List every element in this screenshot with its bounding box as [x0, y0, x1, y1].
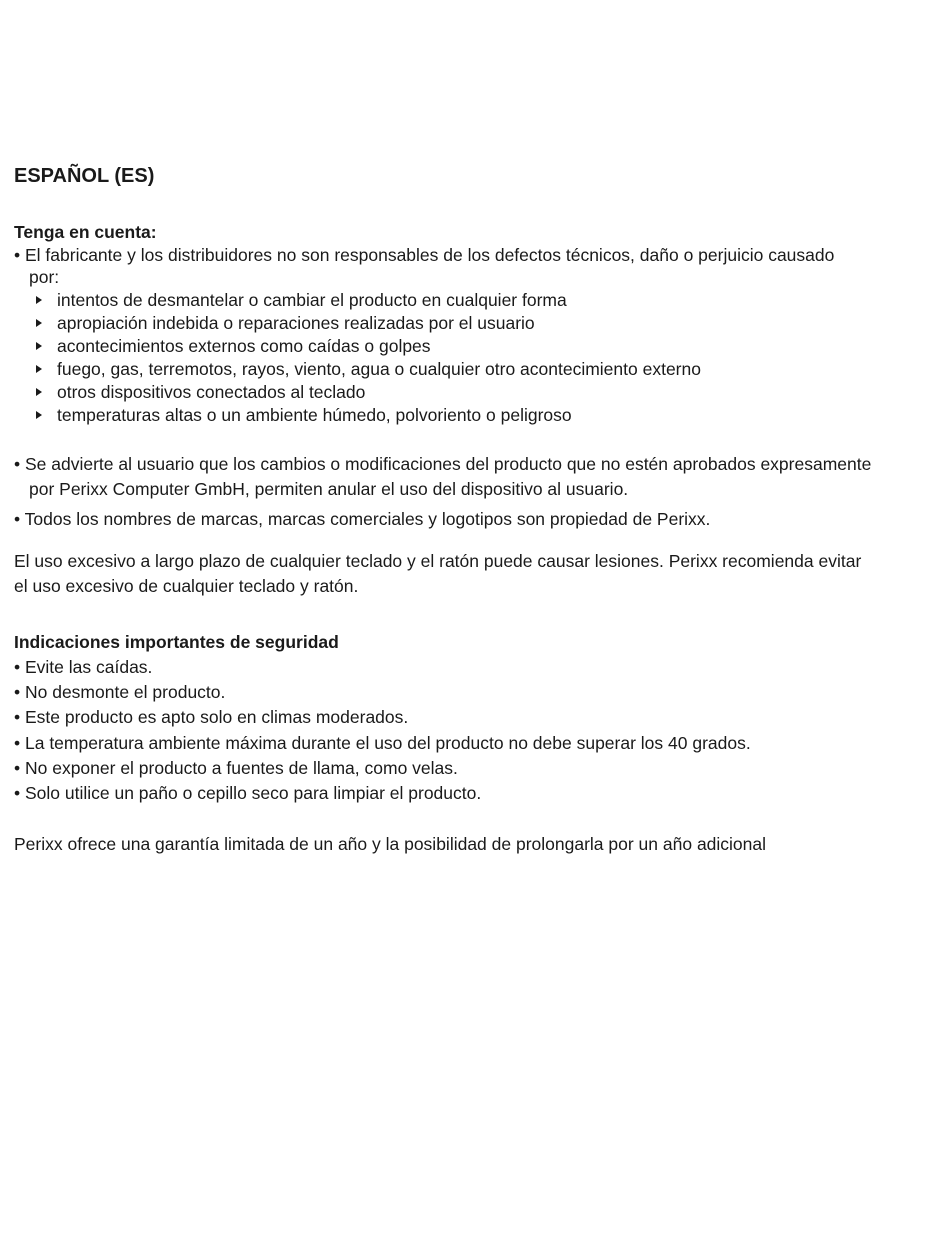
safety-item: • Evite las caídas. [14, 657, 153, 677]
safety-title: Indicaciones importantes de seguridad [14, 632, 339, 652]
triangle-bullet-icon [36, 411, 42, 419]
warning-line-2: el uso excesivo de cualquier teclado y ratón. [14, 576, 359, 596]
note-bullet-1-line-1: • El fabricante y los distribuidores no son responsables de los defectos técnicos, daño o perjuicio causado [14, 245, 835, 265]
page-title: ESPAÑOL (ES) [14, 165, 155, 187]
triangle-bullet-icon [36, 319, 42, 327]
safety-item: • Solo utilice un paño o cepillo seco para limpiar el producto. [14, 783, 482, 803]
cause-item: acontecimientos externos como caídas o golpes [57, 336, 431, 356]
note-bullet-2-line-1: • Se advierte al usuario que los cambios o modificaciones del producto que no estén aprobados expresamente [14, 454, 872, 474]
cause-item: apropiación indebida o reparaciones realizadas por el usuario [57, 313, 535, 333]
warning-line-1: El uso excesivo a largo plazo de cualquier teclado y el ratón puede causar lesiones. Perixx recomienda evitar [14, 551, 862, 571]
triangle-bullet-icon [36, 365, 42, 373]
cause-item: intentos de desmantelar o cambiar el producto en cualquier forma [57, 290, 567, 310]
note-bullet-3: • Todos los nombres de marcas, marcas comerciales y logotipos son propiedad de Perixx. [14, 509, 711, 529]
triangle-bullet-icon [36, 342, 42, 350]
cause-item: otros dispositivos conectados al teclado [57, 382, 366, 402]
safety-item: • No exponer el producto a fuentes de llama, como velas. [14, 758, 458, 778]
note-title: Tenga en cuenta: [14, 222, 157, 242]
cause-item: temperaturas altas o un ambiente húmedo, polvoriento o peligroso [57, 405, 572, 425]
note-bullet-2-line-2: por Perixx Computer GmbH, permiten anular el uso del dispositivo al usuario. [29, 479, 629, 499]
triangle-bullet-icon [36, 296, 42, 304]
note-bullet-1-line-2: por: [29, 267, 60, 287]
safety-item: • Este producto es apto solo en climas moderados. [14, 707, 409, 727]
triangle-bullet-icon [36, 388, 42, 396]
safety-item: • La temperatura ambiente máxima durante el uso del producto no debe superar los 40 grados. [14, 733, 751, 753]
warranty-text: Perixx ofrece una garantía limitada de un año y la posibilidad de prolongarla por un año adicional [14, 834, 767, 854]
cause-item: fuego, gas, terremotos, rayos, viento, agua o cualquier otro acontecimiento externo [57, 359, 701, 379]
safety-item: • No desmonte el producto. [14, 682, 226, 702]
